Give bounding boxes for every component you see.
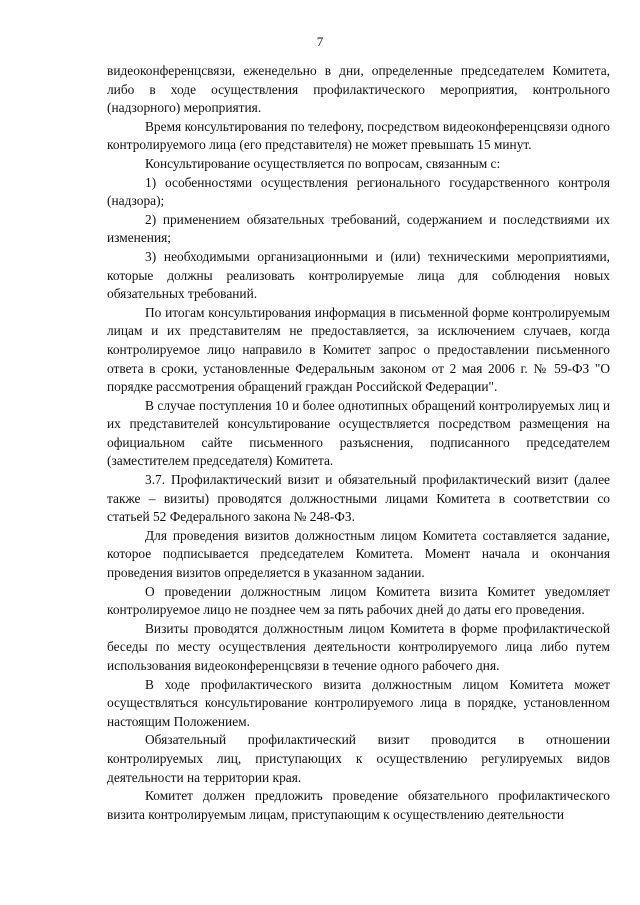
list-item: 3) необходимыми организационными и (или) техническими мероприятиями, которые должны реализовать контролируемые лица для соблюдения новых обязательных требований. (107, 248, 610, 302)
section-paragraph: 3.7. Профилактический визит и обязательный профилактический визит (далее также – визиты) проводятся должностными лицами Комитета в соответствии со статьей 52 Федерального закона № 248-ФЗ. (107, 472, 610, 525)
list-item: 2) применением обязательных требований, содержанием и последствиями их изменения; (107, 211, 610, 246)
paragraph: Визиты проводятся должностным лицом Комитета в форме профилактической беседы по месту осуществления деятельности контролируемого лица либо путем использования видеоконференцсвязи в течение одного рабочего дня. (107, 620, 610, 673)
list-item: 1) особенностями осуществления регионального государственного контроля (надзора); (107, 174, 610, 209)
paragraph: Консультирование осуществляется по вопросам, связанным с: (145, 155, 501, 171)
paragraph: Обязательный профилактический визит проводится в отношении контролируемых лиц, приступающих к осуществлению регулируемых видов деятельности на территории края. (107, 732, 610, 785)
paragraph: По итогам консультирования информация в письменной форме контролируемым лицам и их представителям не предоставляется, за исключением случаев, когда контролируемое лицо направило в Комитет запрос о предоставлении письменного ответа в сроки, установленные Федеральным законом от 2 мая 2006 г. № 59-ФЗ "О порядке рассмотрения обращений граждан Российской Федерации". (107, 304, 610, 395)
paragraph: видеоконференцсвязи, еженедельно в дни, определенные председателем Комитета, либо в ходе осуществления профилактического мероприятия, контрольного (надзорного) мероприятия. (107, 63, 610, 116)
paragraph: В случае поступления 10 и более однотипных обращений контролируемых лиц и их представителей консультирование осуществляется посредством размещения на официальном сайте письменного разъяснения, подписанного председателем (заместителем председателя) Комитета. (107, 397, 610, 469)
paragraph: О проведении должностным лицом Комитета визита Комитет уведомляет контролируемое лицо не позднее чем за пять рабочих дней до даты его проведения. (107, 583, 610, 618)
page-number: 7 (316, 34, 324, 49)
paragraph: Для проведения визитов должностным лицом Комитета составляется задание, которое подписывается председателем Комитета. Момент начала и окончания проведения визитов определяется в указанном задании. (107, 527, 610, 581)
document-body (107, 62, 610, 824)
paragraph: Комитет должен предложить проведение обязательного профилактического визита контролируемым лицам, приступающим к осуществлению деятельности (107, 788, 610, 822)
paragraph: В ходе профилактического визита должностным лицом Комитета может осуществляться консультирование контролируемого лица в порядке, установленном настоящим Положением. (107, 676, 610, 729)
paragraph: Время консультирования по телефону, посредством видеоконференцсвязи одного контролируемого лица (его представителя) не может превышать 15 минут. (107, 118, 610, 153)
